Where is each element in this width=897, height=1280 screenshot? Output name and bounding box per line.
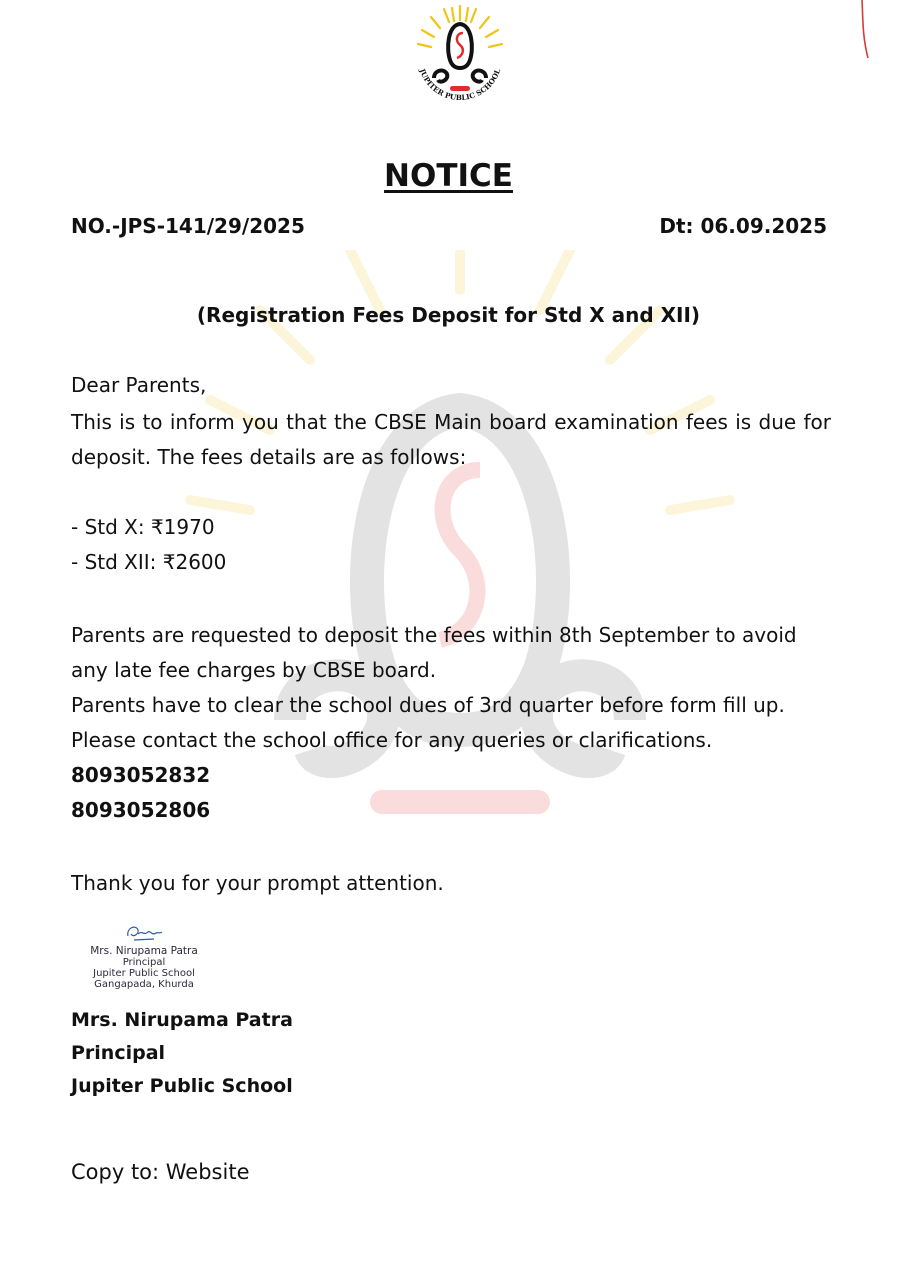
signature-icon [124,922,164,944]
closing-line: Thank you for your prompt attention. [71,871,444,895]
stamp-address: Gangapada, Khurda [94,979,194,990]
notice-date: Dt: 06.09.2025 [659,214,827,238]
pen-mark-icon [860,0,872,60]
fee-item-std-x: - Std X: ₹1970 [71,515,215,539]
stamp-name: Mrs. Nirupama Patra [90,945,198,957]
phone-number: 8093052806 [71,798,211,822]
phone-number: 8093052832 [71,763,211,787]
contact-paragraph: Please contact the school office for any queries or clarifications. [71,728,713,752]
fee-item-std-xii: - Std XII: ₹2600 [71,550,227,574]
salutation: Dear Parents, [71,373,207,397]
fee-list [71,510,831,580]
school-dues-paragraph: Parents have to clear the school dues of 3rd quarter before form fill up. [71,693,785,717]
notice-title: NOTICE [384,158,513,194]
logo-text: JUPITER PUBLIC SCHOOL [417,67,503,103]
copy-to: Copy to: Website [71,1160,250,1184]
principal-stamp [64,922,224,990]
contact-numbers [71,758,831,828]
school-logo-icon [404,0,516,112]
signoff-designation: Principal [71,1042,166,1064]
deposit-deadline-paragraph: Parents are requested to deposit the fees within 8th September to avoid any late fee charges by CBSE board. [71,623,797,682]
instructions [71,618,831,758]
intro-paragraph: This is to inform you that the CBSE Main board examination fees is due for deposit. The fees details are as follows: [71,410,831,469]
notice-reference: NO.-JPS-141/29/2025 [71,214,305,238]
notice-subject: (Registration Fees Deposit for Std X and XII) [196,303,701,327]
svg-text:JUPITER PUBLIC SCHOOL [417,67,502,102]
stamp-designation: Principal [122,957,166,968]
stamp-school: Jupiter Public School [93,968,195,979]
signoff-school: Jupiter Public School [71,1075,293,1097]
signoff-block [71,1004,293,1103]
signoff-name: Mrs. Nirupama Patra [71,1009,293,1031]
